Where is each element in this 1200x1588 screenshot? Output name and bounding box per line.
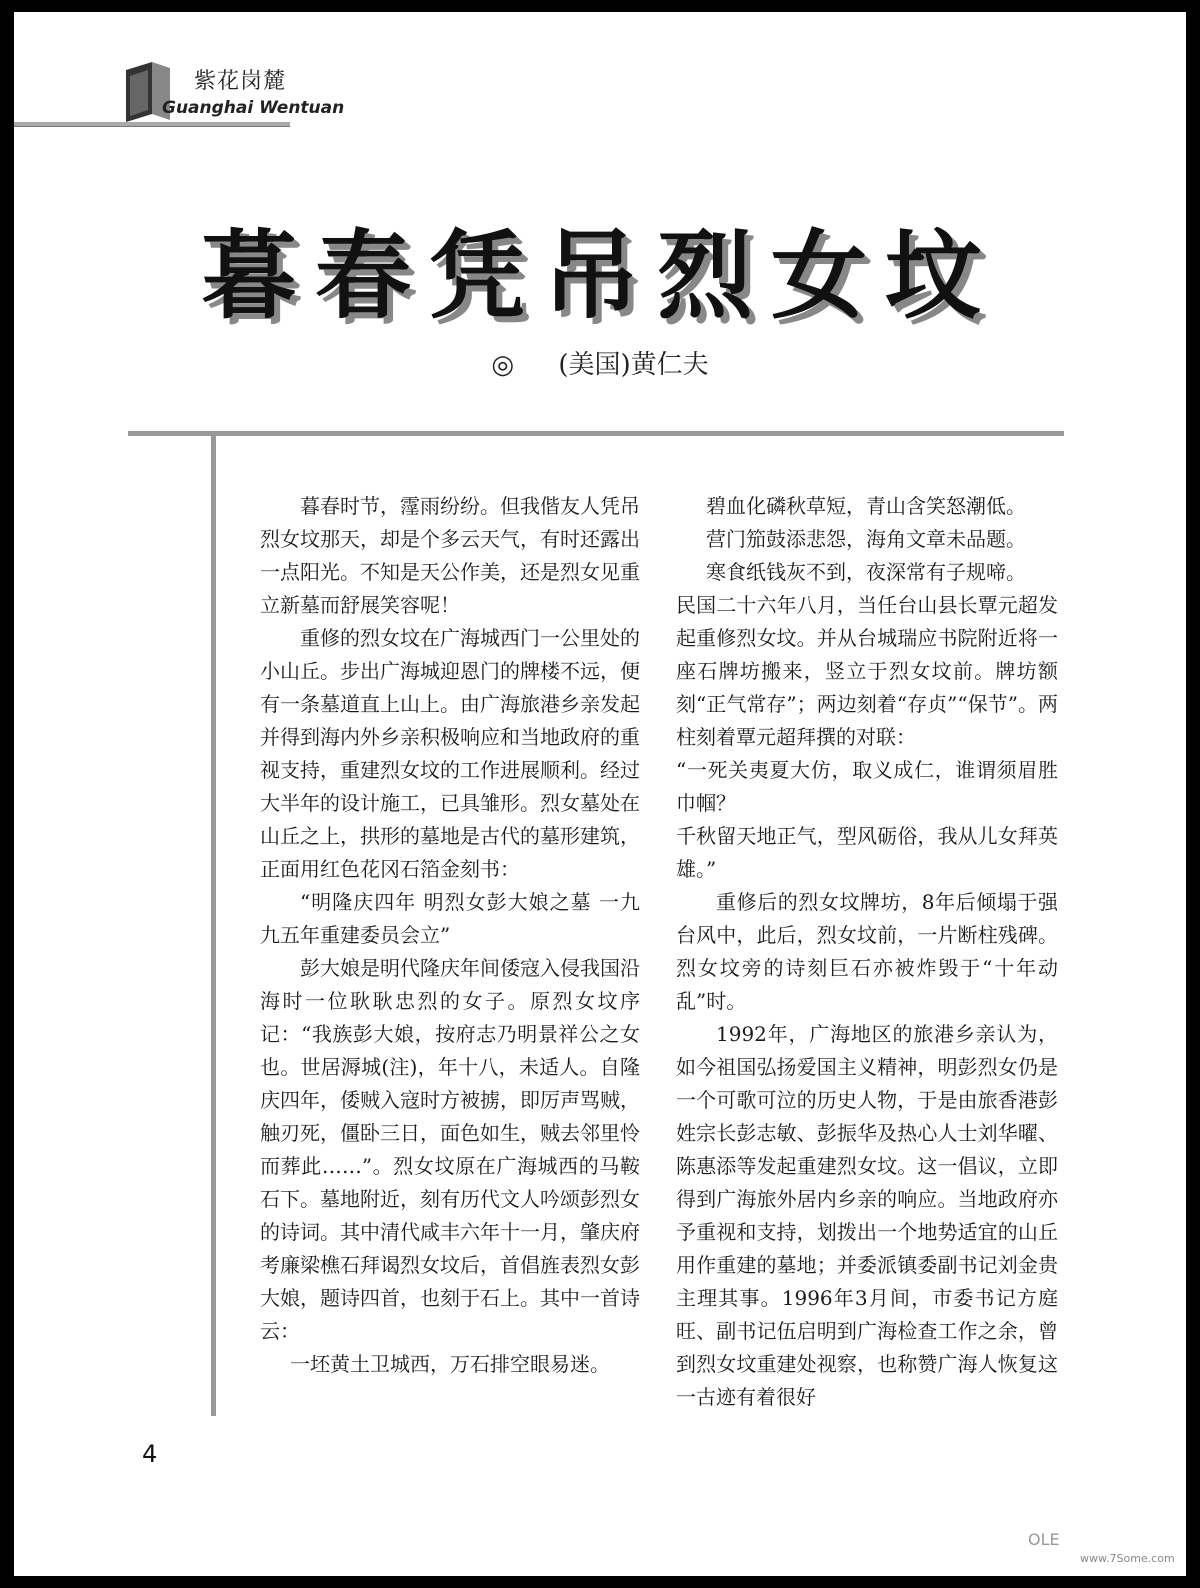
poem-line: 碧血化磷秋草短，青山含笑怒潮低。 — [706, 494, 1026, 518]
poem-line: 寒食纸钱灰不到，夜深常有子规啼。 — [706, 560, 1026, 584]
paragraph: 暮春时节，霪雨纷纷。但我偕友人凭吊烈女坟那天，却是个多云天气，有时还露出一点阳光。不知是天公作美，还是烈女见重立新墓而舒展笑容呢！ — [260, 494, 640, 617]
article-byline — [14, 344, 1186, 381]
paragraph: 重修的烈女坟在广海城西门一公里处的小山丘。步出广海城迎恩门的牌楼不远，便有一条墓道直上山上。由广海旅港乡亲发起并得到海内外乡亲积极响应和当地政府的重视支持，重建烈女坟的工作进展顺利。经过大半年的设计施工，已具雏形。烈女墓处在山丘之上，拱形的墓地是古代的墓形建筑，正面用红色花冈石箔金刻书： — [260, 626, 640, 881]
right-column — [676, 490, 1058, 1414]
watermark-logo: OLE — [1028, 1530, 1060, 1549]
poem-line: 一坯黄土卫城西，万石排空眼易迷。 — [290, 1352, 610, 1376]
paragraph: 重修后的烈女坟牌坊，8年后倾塌于强台风中，此后，烈女坟前，一片断柱残碑。烈女坟旁的诗刻巨石亦被炸毁于“十年动乱”时。 — [676, 890, 1058, 1013]
couplet-line: 千秋留天地正气，型风砺俗，我从儿女拜英雄。” — [676, 824, 1058, 881]
inscription-quote: “明隆庆四年 明烈女彭大娘之墓 一九九五年重建委员会立” — [260, 890, 640, 947]
article-title: 暮春凭吊烈女坟 — [201, 220, 999, 332]
left-column — [260, 490, 640, 1381]
title-divider — [128, 431, 1064, 436]
paragraph: 彭大娘是明代隆庆年间倭寇入侵我国沿海时一位耿耿忠烈的女子。原烈女坟序记：“我族彭大娘，按府志乃明景祥公之女也。世居溽城(注)，年十八，未适人。自隆庆四年，倭贼入寇时方被掳，即厉声骂贼，触刃死，僵卧三日，面色如生，贼去邻里怜而葬此……”。烈女坟原在广海城西的马鞍石下。墓地附近，刻有历代文人吟颂彭烈女的诗词。其中清代咸丰六年十一月，肇庆府考廉梁樵石拜谒烈女坟后，首倡旌表烈女彭大娘，题诗四首，也刻于石上。其中一首诗云： — [260, 956, 640, 1343]
page-number: 4 — [142, 1440, 158, 1468]
byline-symbol: ◎ — [491, 350, 515, 380]
document-page — [14, 12, 1186, 1576]
couplet-line: “一死关夷夏大仿，取义成仁，谁谓须眉胜巾帼？ — [676, 758, 1058, 815]
header-divider — [14, 122, 290, 127]
author-name: (美国)黄仁夫 — [558, 350, 709, 380]
magazine-name-cn: 紫花岗麓 — [194, 69, 287, 94]
paragraph: 民国二十六年八月，当任台山县长覃元超发起重修烈女坟。并从台城瑞应书院附近将一座石牌坊搬来，竖立于烈女坟前。牌坊额刻“正气常存”；两边刻着“存贞”“保节”。两柱刻着覃元超拜撰的对联： — [676, 593, 1058, 749]
magazine-name-en: Guanghai Wentuan — [162, 98, 345, 118]
column-side-rule — [211, 436, 216, 1416]
paragraph: 1992年，广海地区的旅港乡亲认为，如今祖国弘扬爱国主义精神，明彭烈女仍是一个可歌可泣的历史人物，于是由旅香港彭姓宗长彭志敏、彭振华及热心人士刘华曜、陈惠添等发起重建烈女坟。这一倡议，立即得到广海旅外居内乡亲的响应。当地政府亦予重视和支持，划拨出一个地势适宜的山丘用作重建的墓地；并委派镇委副书记刘金贵主理其事。1996年3月间，市委书记方庭旺、副书记伍启明到广海检查工作之余，曾到烈女坟重建处视察，也称赞广海人恢复这一古迹有着很好 — [676, 1022, 1058, 1409]
watermark-url: www.7Some.com — [1080, 1552, 1175, 1565]
poem-line: 营门笳鼓添悲怨，海角文章未品题。 — [706, 527, 1026, 551]
